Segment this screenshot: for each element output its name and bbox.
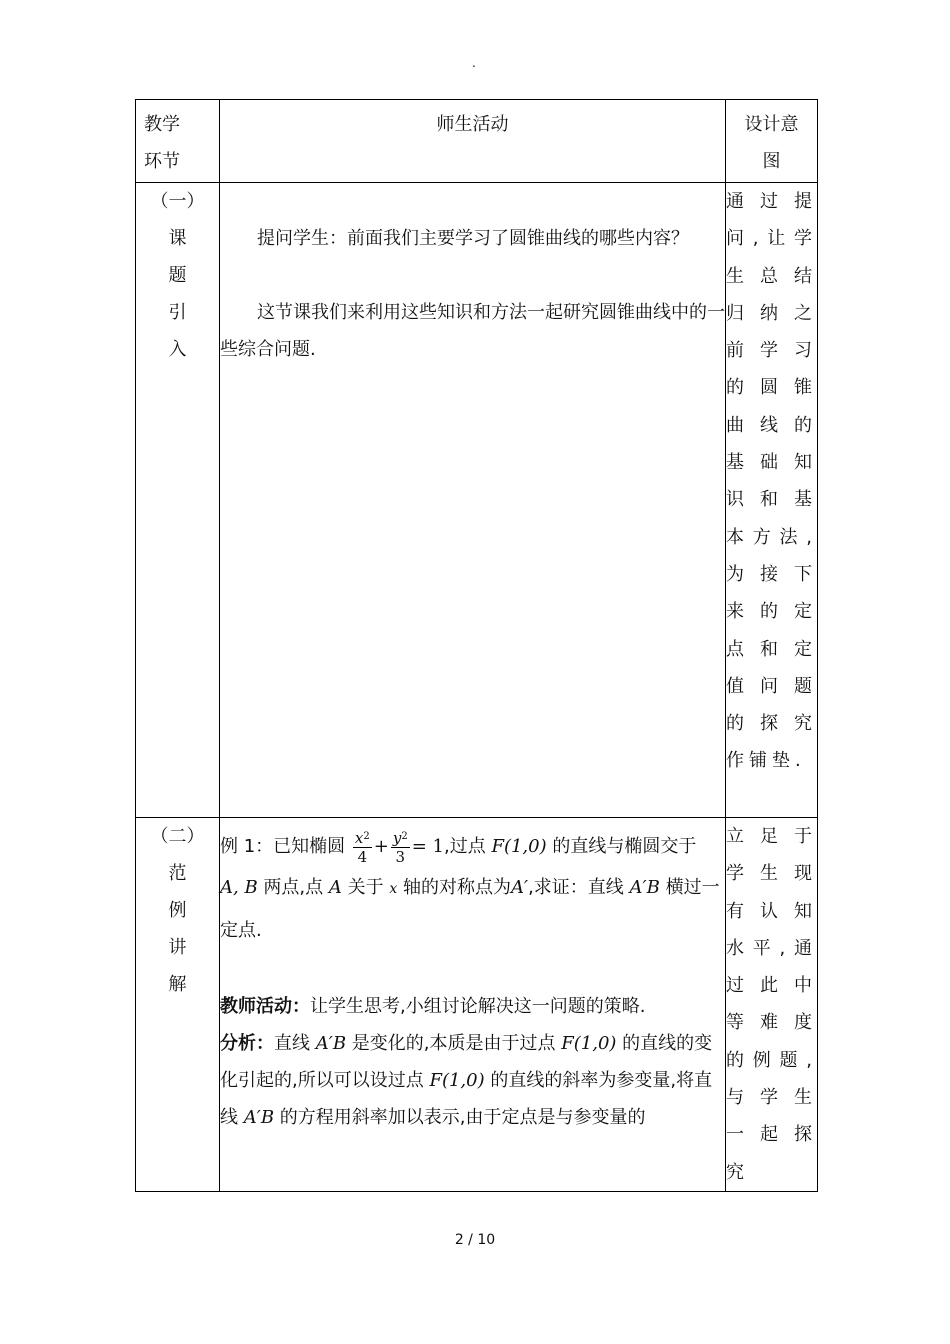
header-row [136, 100, 818, 183]
page-number: 2 / 10 [454, 1232, 496, 1248]
intent-note: 通过提问,让学生总结归纳之前学习的圆锥曲线的基础知识和基本方法,为接下来的定点和定值问题的探究作铺垫. [726, 183, 818, 818]
top-mark: . [472, 56, 476, 70]
header-intent: 设计意 图 [726, 100, 818, 183]
activity-cell [220, 818, 726, 1192]
intent-note: 立足于学生现有认知水平,通过此中等难度的例题,与学生一起探究 [726, 818, 818, 1192]
header-stage: 教学 环节 [136, 100, 220, 183]
header-activity: 师生活动 [220, 100, 726, 183]
fraction-x2-over-4: $\frac{x^2}{4}$ [354, 829, 370, 866]
teacher-activity: 教师活动：让学生思考,小组讨论解决这一问题的策略. [220, 996, 646, 1017]
activity-cell [220, 183, 726, 818]
lesson-plan-table [135, 99, 818, 1192]
analysis: 分析：直线 A′B 是变化的,本质是由于过点 F(1,0) 的直线的变化引起的,所以可以设过点 F(1,0) 的直线的斜率为参变量,将直线 A′B 的方程用斜率加以表示,由于定点是与参变量的 [220, 1033, 713, 1128]
row-introduction [136, 183, 818, 818]
section-label: （一） 课 题 引 入 [136, 183, 220, 818]
topic-paragraph: 这节课我们来利用这些知识和方法一起研究圆锥曲线中的一些综合问题. [220, 302, 725, 360]
example-1: 例 1：已知椭圆 $\frac{x^2}{4}$ + $\frac{y^2}{3}$ = 1,过点 F(1,0) 的直线与椭圆交于 A, B 两点,点 A 关于 x 轴的对称点为A′,求证：直线 A′B 横过一定点. [220, 829, 720, 941]
question-paragraph: 提问学生：前面我们主要学习了圆锥曲线的哪些内容？ [257, 228, 689, 249]
row-example [136, 818, 818, 1192]
fraction-y2-over-3: $\frac{y^2}{3}$ [392, 829, 408, 866]
section-label: （二） 范 例 讲 解 [136, 818, 220, 1192]
